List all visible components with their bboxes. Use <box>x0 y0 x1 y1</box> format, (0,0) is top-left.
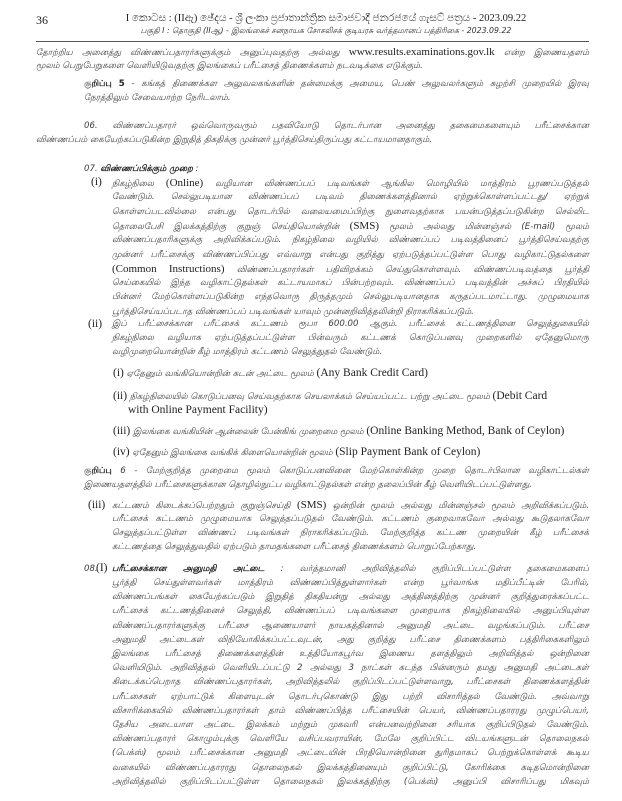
header-divider <box>36 41 589 42</box>
header-sinhala: I කොටස : (IIඇ) ඡේදය - ශ්‍රී ලංකා ප්‍රජාතාන්ත්‍රික සමාජවාදී ජනරජයේ ගැසට් පත්‍රය - 2023.09.22 <box>125 13 527 24</box>
item-i-line <box>112 277 589 289</box>
section-08-line: அனுமதி அட்டைகள் விநியோகிக்கப்பட்டவுடன், அது குறித்து பரீட்சை திணைக்களம் பத்திரிகைகளிலும் <box>112 634 589 645</box>
payment-method-3-en: (Online Banking Method, Bank of Ceylon) <box>366 425 565 437</box>
section-07-number: 07. <box>84 164 98 174</box>
item-i-line <box>112 306 589 318</box>
section-08-line: விசாரிக்கையில் விண்ணப்பதாரர்கள் தாம் விண்ணப்பித்த பரீட்சையின் பெயர், விண்ணப்பதாரரது முழுப்பெயர், <box>112 705 589 716</box>
intro-text-b: என்ற இணையதளம் <box>503 48 590 58</box>
section-08-line: விண்ணப்பதாரர் கொழும்புக்கு வெளியே வசிப்பவராயின், மேலே குறிப்பிட்ட விடயங்களுடன் தொலைநகல் <box>112 734 589 745</box>
page-number: 36 <box>36 13 48 27</box>
payment-method-2-num: (ii) <box>113 390 128 402</box>
section-06-line-2: விண்ணப்பம் கையேற்கப்படுகின்ற இறுதித் திகதிக்கு முன்னர் பூர்த்திசெய்திருப்பது கட்டாயமானதாகும். <box>36 135 432 145</box>
section-07-title: விண்ணப்பிக்கும் முறை <box>100 164 193 174</box>
item-ii-line-2: நிகழ்நிலை வழியாக ஏற்படுத்தப்பட்டுள்ள பின்வரும் கட்டணக் கொடுப்பனவு முறைகளில் ஏதேனுமொரு <box>112 333 589 343</box>
payment-method-4 <box>113 445 480 460</box>
item-i-english-term: (Common Instructions) <box>112 262 225 275</box>
item-ii-line-3: வழிமுறையொன்றின் கீழ் மாத்திரம் கட்டணம் செலுத்துதல் வேண்டும். <box>112 347 382 357</box>
item-i-text: பின்னர் மேற்கொள்ளப்படுகின்ற எந்தவொரு திருத்தமும் செல்லுபடியானதாக கருதப்படமாட்டாது. முழுமையாக <box>112 292 589 303</box>
item-i-line <box>112 177 589 190</box>
item-i-line <box>112 263 589 276</box>
section-08-line: வெளியிடும். அறிவித்தல் வெளியிடப்பட்டு 2 அல்லது 3 நாட்கள் கடந்த பின்னரும் தமது அனுமதி அட்டைகள் <box>112 663 589 674</box>
section-08-line: தேசிய அடையாள அட்டை இலக்கம் மற்றும் முகவரி என்பனவற்றினை சரியாக குறிப்பிடுதல் வேண்டும். <box>112 720 589 730</box>
payment-method-4-num: (iv) <box>113 446 130 458</box>
item-i-text: தொலைபேசி இலக்கத்திற்கு குறுஞ் செய்தியொன்றின் <box>112 221 350 232</box>
intro-text-a: தோற்றிய அனைத்து விண்ணப்பதாரர்களுக்கும் அனுப்புவதற்கு அல்லது <box>36 48 340 58</box>
payment-method-1-ta: ஏதேனும் வங்கியொன்றின் கடன் அட்டை மூலம் <box>126 369 317 379</box>
section-07-heading <box>84 163 198 175</box>
payment-method-3-num: (iii) <box>113 425 131 437</box>
payment-method-3 <box>113 424 564 439</box>
payment-method-4-ta: ஏதேனும் இலங்கை வங்கிக் கிளையொன்றின் மூலம் <box>132 448 336 458</box>
item-iii-line-2: பரீட்சைக் கட்டணம் முழுமையாக செலுத்தப்படுதல் வேண்டும். கட்டணம் குறைவாகவோ அல்லது கூடுதலாகவோ <box>112 514 589 524</box>
item-i-text: நிகழ்நிலை <box>112 179 166 189</box>
item-iii-number: (iii) <box>88 499 106 511</box>
intro-line-1 <box>36 46 589 59</box>
item-i-line <box>112 249 589 261</box>
item-i-text: முன்னர் பரீட்சைக்கு விண்ணப்பிப்பது எவ்வாறு என்பது குறித்து ஏற்படுத்தப்பட்டுள்ள பொது வழிகாட்டுதல்களை <box>112 249 589 260</box>
item-i-english-term: (Online) <box>165 177 204 189</box>
item-i-text: மூலம் அல்லது மின்னஞ்சல் (E-mail) மூலம் <box>379 221 589 232</box>
payment-method-2 <box>113 389 547 404</box>
note-6-line-1 <box>84 465 589 477</box>
payment-method-1-en: (Any Bank Credit Card) <box>316 367 428 379</box>
payment-method-4-en: (Slip Payment Bank of Ceylon) <box>335 446 481 458</box>
section-08-line: பூர்த்தி செய்துள்ளவர்கள் மாத்திரம் விண்ணப்பித்துள்ளார்கள் என்ற பூர்வாங்க மதிப்பீட்டின் பேரில், <box>112 578 589 588</box>
item-iii-line-1 <box>112 499 589 512</box>
section-08-line: விண்ணப்பங்கள் கையேற்கப்படும் இறுதித் திகதியன்று அல்லது அத்தினத்திற்கு முன்னர் குறித்துரைக்கப்பட்ட <box>112 592 589 603</box>
section-08-line: கிடைக்கப்பெறாத விண்ணப்பதாரர்கள், அறிவித்தலில் குறிப்பிடப்பட்டுள்ளவாறு, பரீட்சைகள் திணைக்களத்தின் <box>112 677 589 688</box>
section-06-line-1: 06. விண்ணப்பதாரர் ஒவ்வொருவரும் பதவியோடு தொடர்பான அனைத்து தகைமைகளையும் பரீட்சைக்கான <box>84 121 589 131</box>
note-5-text: - கங்கத் திணைக்கள அலுவலகங்களின் தன்மைக்கு அமைய, பெண் அலுவலர்களும் சுழற்சி முறையில் இரவு <box>124 79 589 89</box>
note-6-line-2: இணையதளத்தில் பரீட்சைகளுக்கான தொழில்நுட்ப வழிகாட்டுதல்கள் என்ற தலைப்பின் கீழ் வெளியிடப்பட்டுள்ளது. <box>84 480 532 490</box>
item-ii-number: (ii) <box>88 318 103 330</box>
item-i-text: விண்ணப்பதாரிகளுக்கு அறிவிக்கப்படும். நிகழ்நிலை வழியில் விண்ணப்பப் படிவத்தினைப் பூர்த்திசெய்வதற்கு <box>112 235 589 246</box>
item-i-text: வழியான விண்ணப்பப் படிவங்கள் ஆங்கில மொழியில் மாத்திரம் பூரணப்படுத்தல் <box>203 179 589 189</box>
item-i-line <box>112 291 589 303</box>
item-i-text: வேண்டும். செல்லுபடியான விண்ணப்பப் படிவம் திணைக்களத்தினால் ஏற்றுக்கொள்ளப்பட்டது/ ஏற்றுக் <box>112 192 589 203</box>
note-5-line-1 <box>84 78 589 90</box>
item-i-english-term: (SMS) <box>349 219 379 232</box>
note-6-text: 6 - மேற்குறித்த முறைமை மூலம் கொடுப்பனவினை மேற்கொள்கின்ற முறை தொடர்பிலான வழிகாட்டல்கள் <box>111 466 589 476</box>
section-08-line: அறிவித்தலில் குறிப்பிடப்பட்டுள்ள தொலைநகல் இலக்கத்திற்கு (பெக்ஸ்) அனுப்பி விசாரிப்பது மிகவும் <box>112 776 589 787</box>
results-url-link[interactable]: www.results.examinations.gov.lk <box>348 46 495 58</box>
section-08-line: வகையில் விண்ணப்பதாரரது தொலைநகல் இலக்கத்தினையும் குறிப்பிட்டு, கோரிக்கை கடிதமொன்றினை <box>112 762 589 773</box>
item-iii-text-b: ஒன்றின் மூலம் அல்லது மின்னஞ்சல் மூலம் அறிவிக்கப்படும். <box>326 501 589 511</box>
header-tamil: பகுதி I : தொகுதி (IIஆ) - இலங்கைச் சனநாயக சோசலிசக் குடியரசு வர்த்தமானப் பத்திரிகை - 2023.09.22 <box>140 26 512 35</box>
section-08-line: பரீட்சைக் கட்டணத்தினைச் செலுத்தி, விண்ணப்பப் படிவங்களை முறையாக நிகழ்நிலையில் அனுப்பியுள்ள <box>112 606 589 617</box>
payment-method-3-ta: இலங்கை வங்கியின் ஆன்லைன் பேன்கிங் முறைமை மூலம் <box>132 427 367 437</box>
item-iii-line-3: செலுத்தப்பட்டுள்ள விண்ணப் படிவங்கள் நிராகரிக்கப்படும். மேற்குறித்த கட்டண முறையின் கீழ் பரீட்சைக் <box>112 528 589 538</box>
admission-card-heading: பரீட்சைக்கான அனுமதி அட்டை <box>112 564 265 574</box>
item-i-text: செய்கையில் இந்த வழிகாட்டுதல்கள் கட்டாயமாகப் பின்பற்றவும். விண்ணப்பப் படிவத்தின் அச்சுப் பிரதியில் <box>112 278 589 289</box>
item-i-line <box>112 234 589 246</box>
item-i-text: கொள்ளப்படவில்லை என்பது தொடர்பில் வலையமைப்பிற்கு நுளைவதற்காக பயன்படுத்தப்படுகின்ற செல்லிட <box>112 206 589 217</box>
section-08-sub-number: (I) <box>96 562 108 574</box>
intro-line-2: மூலம் பெறுபேறுகளை வெளியிடுவதற்கு இலங்கைப் பரீட்சைத் திணைக்களம் நடவடிக்கை எடுக்கும். <box>36 61 423 71</box>
item-i-number: (i) <box>91 176 102 188</box>
section-08-line: (பெக்ஸ்) மூலம் பரீட்சைக்கான அனுமதி அட்டையின் பிரதியொன்றினை துரிதமாகப் பெற்றுக்கொள்ளக் கூடிய <box>112 748 589 759</box>
payment-method-1-num: (i) <box>113 367 124 379</box>
item-i-line <box>112 206 589 218</box>
section-08-number: 08. <box>84 564 98 574</box>
payment-method-2-en: (Debit Card <box>492 390 548 402</box>
item-ii-line-1: இப் பரீட்சைக்கான பரீட்சைக் கட்டணம் ரூபா 600.00 ஆகும். பரீட்சைக் கட்டணத்தினை செலுத்துகையில் <box>112 319 589 329</box>
payment-method-2-cont <box>128 403 268 418</box>
note-5-label: குறிப்பு 5 <box>84 79 125 89</box>
section-08-line-1 <box>112 563 589 575</box>
item-iii-line-4: கட்டணத்தை செலுத்துவதில் ஏற்படும் தாமதங்களை பரீட்சைத் திணைக்களம் பொறுப்பேற்காது. <box>112 542 477 552</box>
section-08-line: பரீட்சைகள் ஏற்பாட்டுக் கிளையுடன் தொடர்புகொண்டு இது பற்றி விசாரித்தல் வேண்டும். அவ்வாறு <box>112 691 589 702</box>
payment-method-2-ta: நிகழ்நிலையில் கொடுப்பனவு செய்வதற்காக செயலாக்கம் செய்யப்பட்ட பற்று அட்டை மூலம் <box>129 392 493 402</box>
section-08-line-1-text: : வர்த்தமானி அறிவித்தலில் குறிப்பிடப்பட்டுள்ள தகைமைகளைப் <box>264 564 589 574</box>
section-08-line: விண்ணப்பதாரர்களுக்கு பரீட்சை ஆணையாளர் நாயகத்தினால் அனுமதி அட்டை வழங்கப்படும். பரீட்சை <box>112 620 589 631</box>
item-i-text: பூர்த்திசெய்யப்படாத விண்ணப்பப் படிவங்கள் யாவும் முன்னறிவித்தலின்றி நிராகரிக்கப்படும். <box>112 306 474 317</box>
item-i-line <box>112 191 589 203</box>
payment-method-1 <box>113 366 428 381</box>
note-6-label: குறிப்பு <box>84 466 112 476</box>
section-07-colon: : <box>195 164 199 174</box>
item-i-line <box>112 220 589 233</box>
payment-method-2-en-cont: with Online Payment Facility) <box>128 404 268 416</box>
item-iii-text-a: கட்டணம் கிடைக்கப்பெற்றதும் குறுஞ்செய்தி <box>112 501 297 511</box>
item-i-text: விண்ணப்பதாரர்கள் பதிவிறக்கம் செய்துகொள்ளவும். விண்ணப்படிவத்தை பூர்த்தி <box>224 264 590 275</box>
section-08-line: இலங்கை பரீட்சைத் திணைக்களத்தின் உத்தியோகபூர்வ இணைய தளத்திலும் அறிவித்தல் ஒன்றினை <box>112 649 589 659</box>
item-iii-sms: (SMS) <box>296 499 327 511</box>
note-5-line-2: நேரத்திலும் சேவையாற்ற நேரிடலாம். <box>84 93 231 103</box>
